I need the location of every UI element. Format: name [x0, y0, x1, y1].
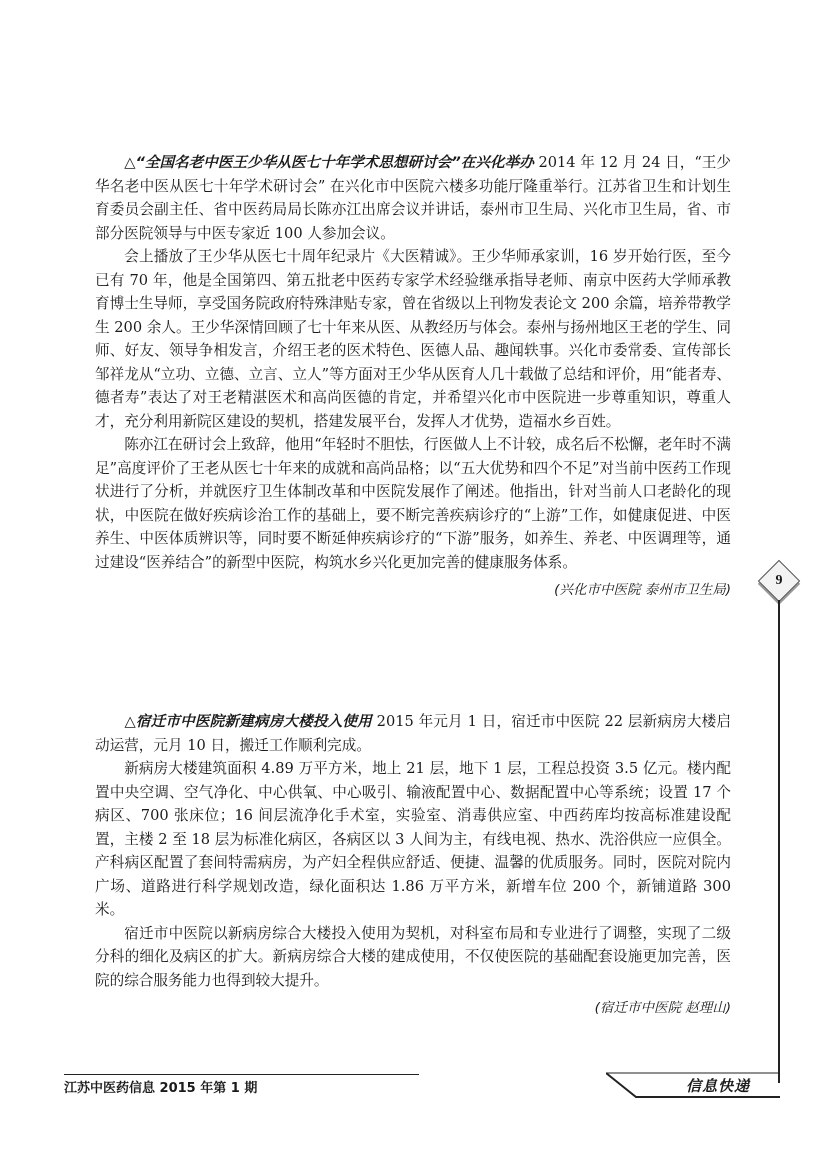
margin-rule — [778, 600, 780, 1083]
section-label: 信息快递 — [685, 1077, 750, 1095]
article-suqian — [95, 710, 731, 1020]
article-lead-text: 2015 年元月 1 日，宿迁市中医院 22 层新病房大楼启动运营，元月 10 日，搬迁工作顺利完成。 — [95, 713, 731, 754]
page-number: 9 — [775, 573, 783, 588]
article-paragraph: 新病房大楼建筑面积 4.89 万平方米，地上 21 层，地下 1 层，工程总投资 3.5 亿元。楼内配置中央空调、空气净化、中心供氧、中心吸引、输液配置中心、数据配置中心等系统；设置 17 个病区、700 张床位；16 间层流净化手术室，实验室、消毒供应室、中西药库均按高标准建设配置，主楼 2 至 18 层为标准化病区，各病区以 3 人间为主，有线电视、热水、洗浴供应一应俱全。产科病区配置了套间特需病房，为产妇全程供应舒适、便捷、温馨的优质服务。同时，医院对院内广场、道路进行科学规划改造，绿化面积达 1.86 万平方米，新增车位 200 个，新铺道路 300 米。 — [95, 760, 731, 918]
footer-rule — [64, 1074, 419, 1075]
article-paragraph — [95, 151, 731, 245]
article-title: △宿迁市中医院新建病房大楼投入使用 — [124, 713, 372, 730]
article-source: (宿迁市中医院 赵理山) — [594, 1000, 731, 1016]
journal-footer: 江苏中医药信息 2015 年第 1 期 — [64, 1081, 258, 1096]
triangle-icon: △ — [124, 713, 136, 730]
page-number-badge — [758, 560, 800, 602]
article-lead-text: 2014 年 12 月 24 日，“王少华名老中医从医七十年学术研讨会” 在兴化市中医院六楼多功能厅隆重举行。江苏省卫生和计划生育委员会副主任、省中医药局局长陈亦江出席会议并讲话，泰州市卫生局、兴化市卫生局，省、市部分医院领导与中医专家近 100 人参加会议。 — [95, 154, 731, 242]
article-paragraph: 陈亦江在研讨会上致辞，他用“年轻时不胆怯，行医做人上不计较，成名后不松懈，老年时不满足”高度评价了王老从医七十年来的成就和高尚品格；以“五大优势和四个不足”对当前中医药工作现状进行了分析，并就医疗卫生体制改革和中医院发展作了阐述。他指出，针对当前人口老龄化的现状，中医院在做好疾病诊治工作的基础上，要不断完善疾病诊疗的“上游”工作，如健康促进、中医养生、中医体质辨识等，同时要不断延伸疾病诊疗的“下游”服务，如养生、养老、中医调理等，通过建设“医养结合”的新型中医院，构筑水乡兴化更加完善的健康服务体系。 — [95, 436, 731, 571]
article-paragraph — [95, 710, 731, 757]
article-title: △“全国名老中医王少华从医七十年学术思想研讨会”在兴化举办 — [124, 154, 534, 171]
article-paragraph: 宿迁市中医院以新病房综合大楼投入使用为契机，对科室布局和专业进行了调整，实现了二级分科的细化及病区的扩大。新病房综合大楼的建成使用，不仅使医院的基础配套设施更加完善，医院的综合服务能力也得到较大提升。 — [95, 924, 731, 989]
section-tab — [606, 1071, 780, 1099]
article-source: (兴化市中医院 泰州市卫生局) — [554, 582, 731, 598]
article-xinghua — [95, 151, 731, 602]
triangle-icon: △ — [124, 154, 136, 171]
article-paragraph: 会上播放了王少华从医七十周年纪录片《大医精诚》。王少华师承家训，16 岁开始行医，至今已有 70 年，他是全国第四、第五批老中医药专家学术经验继承指导老师、南京中医药大学师承教育博士生导师，享受国务院政府特殊津贴专家，曾在省级以上刊物发表论文 200 余篇，培养带教学生 200 余人。王少华深情回顾了七十年来从医、从教经历与体会。泰州与扬州地区王老的学生、同师、好友、领导争相发言，介绍王老的医术特色、医德人品、趣闻轶事。兴化市委常委、宣传部长邹祥龙从“立功、立德、立言、立人”等方面对王少华从医育人几十载做了总结和评价，用“能者寿、德者寿”表达了对王老精湛医术和高尚医德的肯定，并希望兴化市中医院进一步尊重知识，尊重人才，充分利用新院区建设的契机，搭建发展平台，发挥人才优势，造福水乡百姓。 — [95, 248, 731, 430]
